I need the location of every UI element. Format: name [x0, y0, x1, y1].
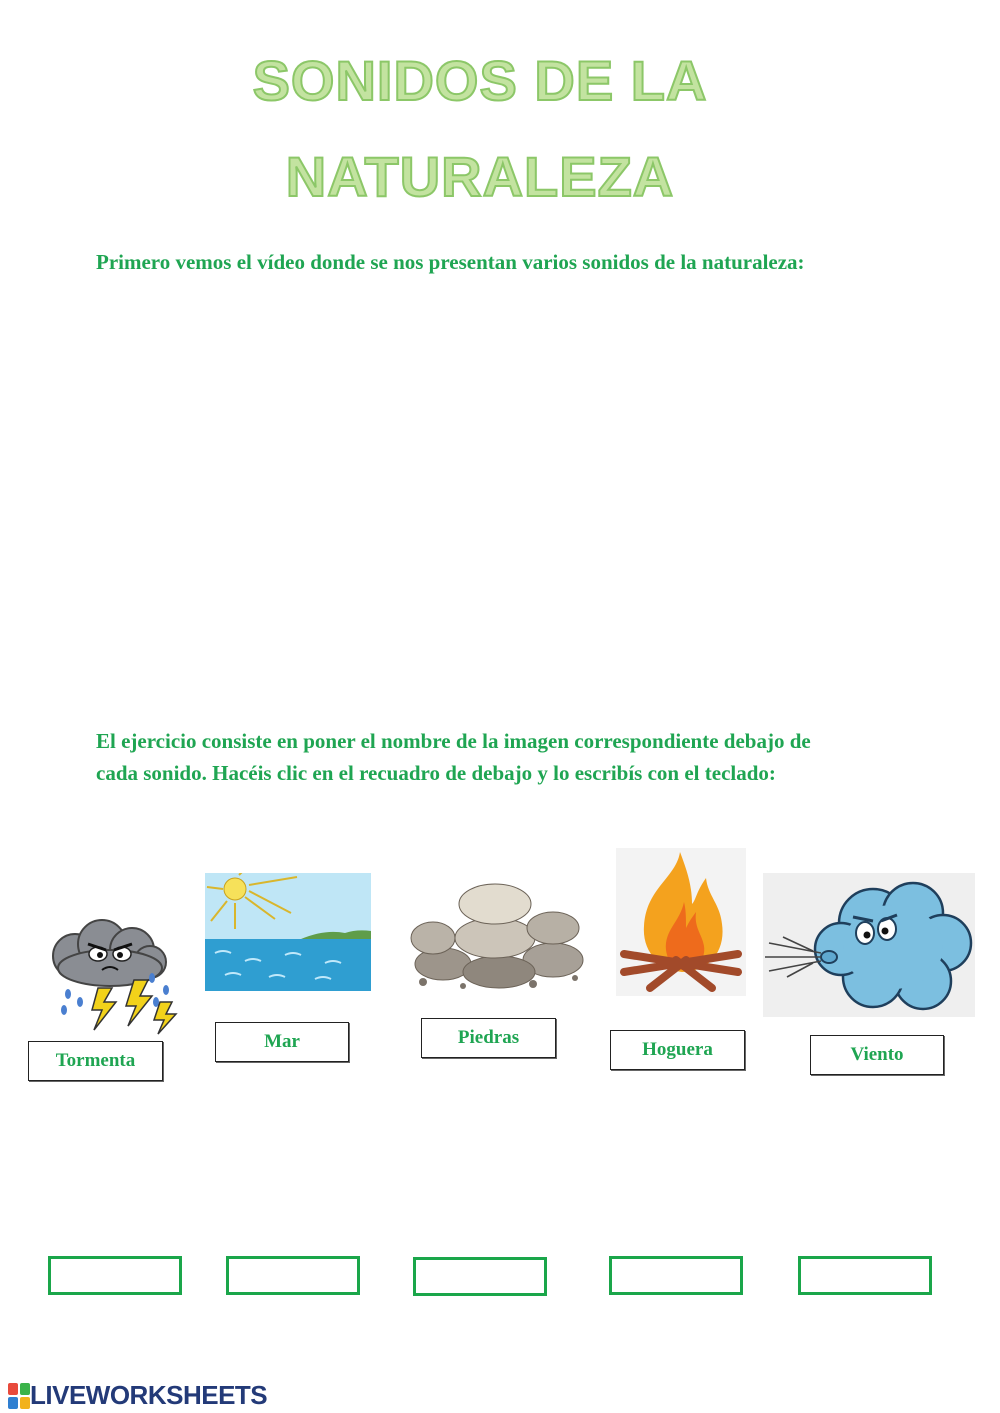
exercise-line-2: cada sonido. Hacéis clic en el recuadro de debajo y lo escribís con el teclado:: [96, 761, 776, 785]
answer-input-3[interactable]: [413, 1257, 547, 1296]
label-box-viento: Viento: [810, 1035, 944, 1075]
label-box-mar: Mar: [215, 1022, 349, 1062]
answer-input-1[interactable]: [48, 1256, 182, 1295]
page-title-line-2: NATURALEZA: [285, 145, 675, 208]
sea-icon: [205, 873, 371, 991]
answer-input-2[interactable]: [226, 1256, 360, 1295]
answer-input-4[interactable]: [609, 1256, 743, 1295]
exercise-line-1: El ejercicio consiste en poner el nombre de la imagen correspondiente debajo de: [96, 729, 811, 753]
intro-text: Primero vemos el vídeo donde se nos presentan varios sonidos de la naturaleza:: [96, 250, 805, 274]
footer-brand: [8, 1380, 267, 1411]
wind-cloud-icon: [763, 873, 975, 1017]
page-title-line-1: SONIDOS DE LA: [252, 49, 708, 112]
label-box-hoguera: Hoguera: [610, 1030, 745, 1070]
stones-icon: [403, 876, 589, 992]
label-box-piedras: Piedras: [421, 1018, 556, 1058]
liveworksheets-logo-icon: [8, 1383, 30, 1409]
exercise-instructions: [96, 725, 926, 789]
footer-brand-text: LIVEWORKSHEETS: [30, 1380, 268, 1410]
bonfire-icon: [616, 848, 746, 996]
label-box-tormenta: Tormenta: [28, 1041, 163, 1081]
storm-cloud-icon: [40, 918, 190, 1036]
answer-input-5[interactable]: [798, 1256, 932, 1295]
